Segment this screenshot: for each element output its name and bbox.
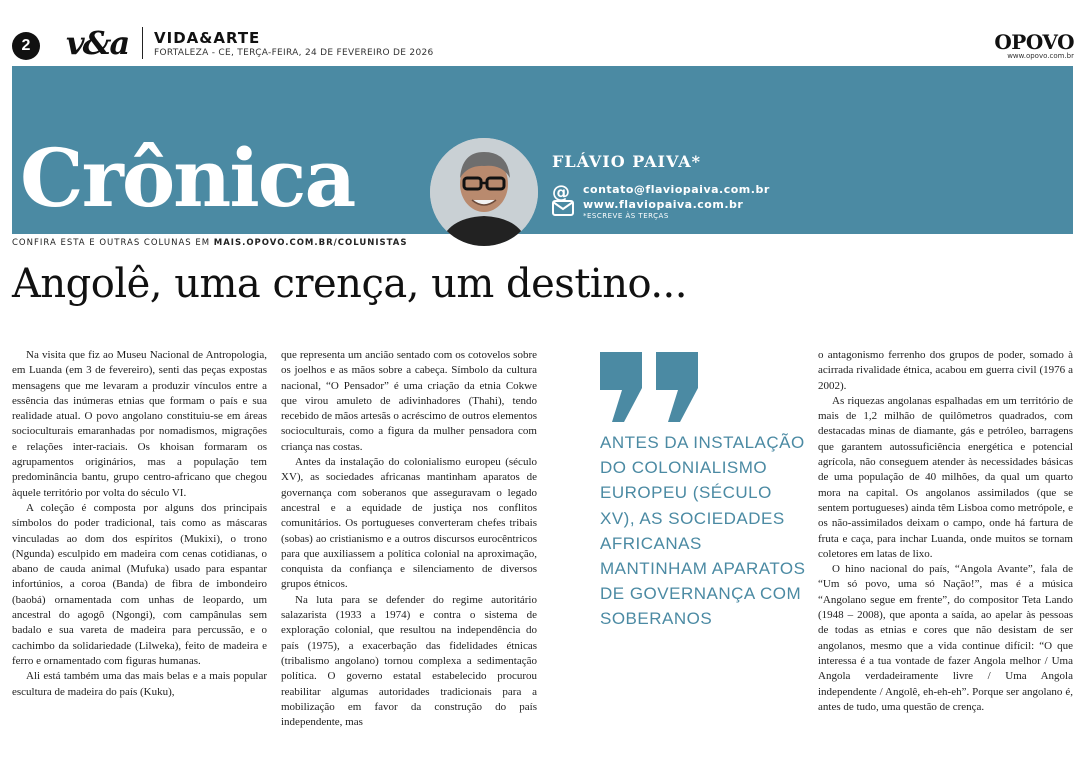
column-banner bbox=[12, 66, 1073, 234]
paragraph: o antagonismo ferrenho dos grupos de poder, somado à acirrada rivalidade étnica, acabou em guerra civil (1976 a 2002). bbox=[818, 349, 1073, 392]
author-portrait bbox=[430, 138, 538, 246]
divider bbox=[142, 27, 143, 59]
article-column-1 bbox=[12, 348, 267, 700]
columns-link-prefix: CONFIRA ESTA E OUTRAS COLUNAS EM bbox=[12, 238, 214, 248]
paragraph: Na luta para se defender do regime autoritário salazarista (1933 a 1974) e contra o sistema de exploração colonial, que resultou na independência do país (1975), a exacerbação das fidelidades étnicas (tribalismo angolano) tornou complexa a sedimentação política. O governo estatal estabelecido procurou reabilitar algumas autoridades tradicionais para a mobilização em favor da construção do país independente, mas bbox=[281, 593, 537, 729]
article-column-3 bbox=[818, 348, 1073, 715]
paragraph: Ali está também uma das mais belas e a mais popular escultura de madeira do país (Kuku), bbox=[12, 670, 267, 698]
article-column-2 bbox=[281, 348, 537, 730]
masthead bbox=[0, 0, 1088, 64]
author-website[interactable]: www.flaviopaiva.com.br bbox=[583, 198, 744, 211]
section-name: VIDA&ARTE bbox=[154, 29, 261, 47]
pullquote-marks bbox=[600, 352, 800, 424]
column-title: Crônica bbox=[20, 131, 355, 225]
paragraph: Antes da instalação do colonialismo europeu (século XV), as sociedades africanas mantinham aparatos de governança com soberanos que asseguravam o legado ancestral e a equidade de justiça nos conflitos comunitários. Os portugueses converteram chefes tribais (sobas) ao cristianismo e a outros discursos eurocêntricos para que auxiliassem a política colonial na aproximação, conquista da confiança e silenciamento de diversos grupos étnicos. bbox=[281, 456, 537, 591]
paragraph: que representa um ancião sentado com os cotovelos sobre os joelhos e as mãos sobre a cabeça. Símbolo da cultura nacional, “O Pensador” é uma criação da etnia Cokwe que virou amuleto de adivinhadores (Thahi), tendo recebido de mãos artesãs o acréscimo de outros elementos socioculturais, como a figura da mulher pensadora com criança nas costas. bbox=[281, 349, 537, 453]
brand-logo[interactable]: OPOVO bbox=[994, 30, 1074, 54]
paragraph: As riquezas angolanas espalhadas em um território de mais de 1,2 milhão de quilômetros quadrados, com destacadas minas de diamante, gás e petróleo, barragens que garantem autossuficiência energética e potencial agrícola, não conseguem atender às necessidades básicas de uma população de 40 milhões, da qual um quarto mora na capital. Os angolanos assimilados (que se sentem portugueses) ainda têm Lisboa como metrópole, e os não-assimilados deixam o campo, onde há fartura de fruta e caça, para inchar Luanda, onde muitos se tornam coletores em latas de lixo. bbox=[818, 394, 1073, 560]
envelope-icon bbox=[552, 200, 574, 221]
columns-link-line bbox=[12, 238, 407, 248]
brand-url[interactable]: www.opovo.com.br bbox=[1007, 52, 1074, 60]
paragraph: Na visita que fiz ao Museu Nacional de Antropologia, em Luanda (em 3 de fevereiro), senti das peças expostas mensagens que me levaram a produzir vínculos entre a essência das inúmeras etnias que formam o país e sua realidade atual. O povo angolano constituiu-se em áreas socioculturais emaranhadas por nomadismos, migrações e relações inter-raciais. Os khoisan formaram os agrupamentos originários, mas a população tem predominância bantu, grupo centro-africano que chegou àquele território por volta do século VI. bbox=[12, 349, 267, 499]
page-number: 2 bbox=[12, 32, 40, 60]
paragraph: A coleção é composta por alguns dos principais símbolos do poder tradicional, tais como as máscaras vinculadas ao dom dos espíritos (Mukixi), o trono (Ngunda) esculpido em madeira com cenas cotidianas, o abano de cauda animal (Mufuka) usado para espantar infortúnios, a coroa (Banda) de fibra de imbondeiro (baobá) ornamentada com unhas de leopardo, um ancestral do agogô (Ngongi), com campânulas sem badalo e sua vareta de madeira para percussão, e o cachimbo da solidariedade (Lilweka), feito de madeira e ferro e ornamentado com figuras humanas. bbox=[12, 501, 267, 667]
columns-link[interactable]: MAIS.OPOVO.COM.BR/COLUNISTAS bbox=[213, 238, 408, 248]
author-email[interactable]: contato@flaviopaiva.com.br bbox=[583, 183, 770, 196]
author-photo bbox=[430, 138, 538, 246]
dateline: FORTALEZA - CE, TERÇA-FEIRA, 24 DE FEVEREIRO DE 2026 bbox=[154, 48, 434, 58]
quote-icon bbox=[600, 352, 700, 424]
pullquote: ANTES DA INSTALAÇÃO DO COLONIALISMO EUROPEU (SÉCULO XV), AS SOCIEDADES AFRICANAS MANTINHAM APARATOS DE GOVERNANÇA COM SOBERANOS bbox=[600, 433, 806, 629]
paragraph: O hino nacional do país, “Angola Avante”, fala de “Um só povo, uma só Nação!”, mas é a música “Angolano segue em frente”, do compositor Teta Lando (1948 – 2008), que aponta a saída, ao apelar às pessoas de todas as etnias e cores que não desistam de ser angolanos, mesmo que a vida continue difícil: “O que interessa é a tua vontade de fazer Angola melhor / Uma Angola verdadeiramente livre / Uma Angola independente / Angolê, eh-eh-eh”. Porque ser angolano é, antes de tudo, uma questão de crença. bbox=[818, 563, 1073, 713]
author-name: FLÁVIO PAIVA* bbox=[552, 152, 701, 171]
section-logo: v&a bbox=[66, 24, 129, 62]
at-sign-icon: @ bbox=[552, 182, 570, 203]
schedule-note: *ESCREVE ÀS TERÇAS bbox=[583, 212, 669, 220]
article-headline: Angolê, uma crença, um destino... bbox=[12, 261, 687, 307]
